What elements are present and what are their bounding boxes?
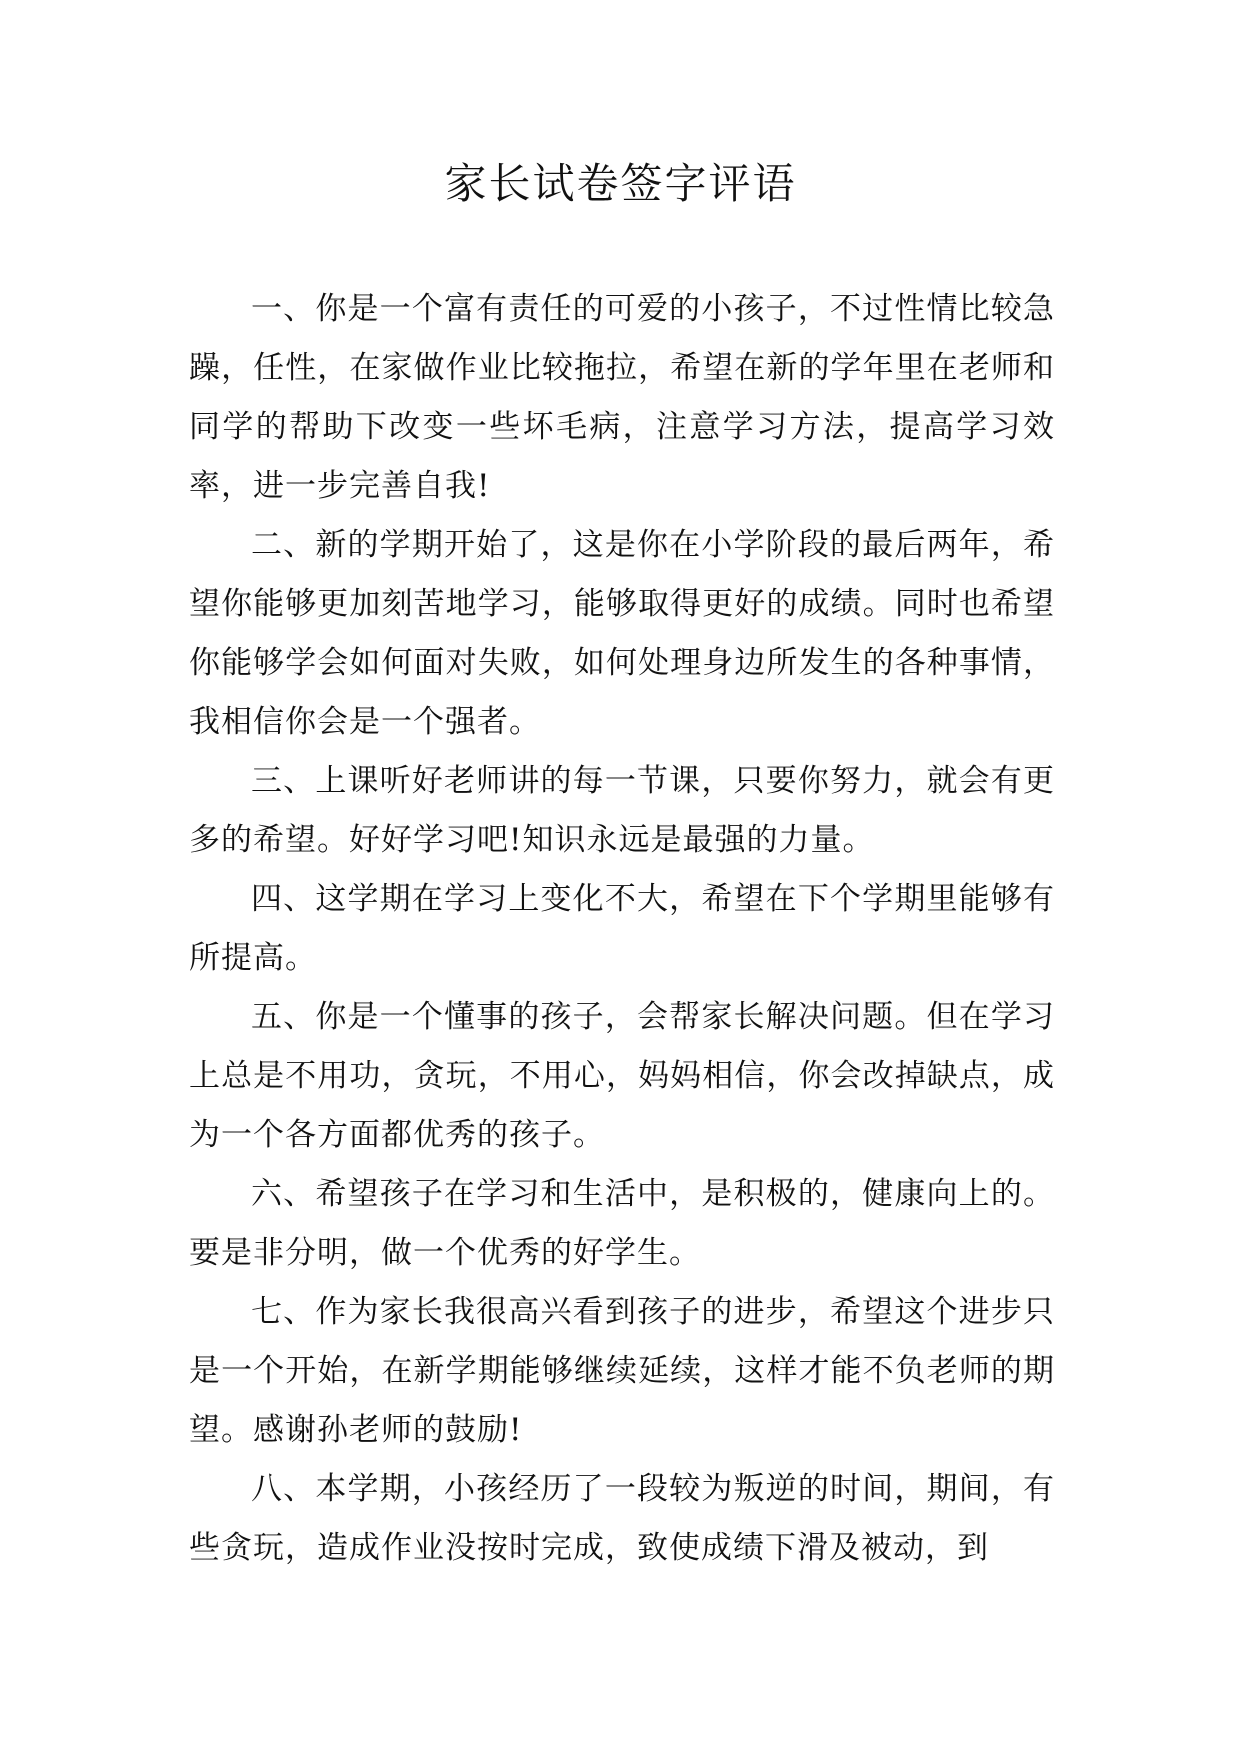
document-title: 家长试卷签字评语 xyxy=(444,159,797,208)
paragraph-5: 五、你是一个懂事的孩子，会帮家长解决问题。但在学习上总是不用功，贪玩，不用心，妈妈相信，你会改掉缺点，成为一个各方面都优秀的孩子。 xyxy=(189,999,1055,1153)
paragraph-2: 二、新的学期开始了，这是你在小学阶段的最后两年，希望你能够更加刻苦地学习，能够取得更好的成绩。同时也希望你能够学会如何面对失败，如何处理身边所发生的各种事情，我相信你会是一个强者。 xyxy=(189,527,1055,740)
paragraph-6: 六、希望孩子在学习和生活中，是积极的，健康向上的。要是非分明，做一个优秀的好学生。 xyxy=(189,1176,1055,1271)
paragraph-7: 七、作为家长我很高兴看到孩子的进步，希望这个进步只是一个开始，在新学期能够继续延续，这样才能不负老师的期望。感谢孙老师的鼓励! xyxy=(189,1294,1055,1448)
paragraph-3: 三、上课听好老师讲的每一节课，只要你努力，就会有更多的希望。好好学习吧!知识永远是最强的力量。 xyxy=(189,763,1055,858)
document-body xyxy=(189,280,1055,1578)
paragraph-8: 八、本学期，小孩经历了一段较为叛逆的时间，期间，有些贪玩，造成作业没按时完成，致使成绩下滑及被动，到 xyxy=(189,1471,1055,1566)
paragraph-4: 四、这学期在学习上变化不大，希望在下个学期里能够有所提高。 xyxy=(189,881,1055,976)
paragraph-1: 一、你是一个富有责任的可爱的小孩子，不过性情比较急躁，任性，在家做作业比较拖拉，希望在新的学年里在老师和同学的帮助下改变一些坏毛病，注意学习方法，提高学习效率，进一步完善自我! xyxy=(189,291,1055,504)
